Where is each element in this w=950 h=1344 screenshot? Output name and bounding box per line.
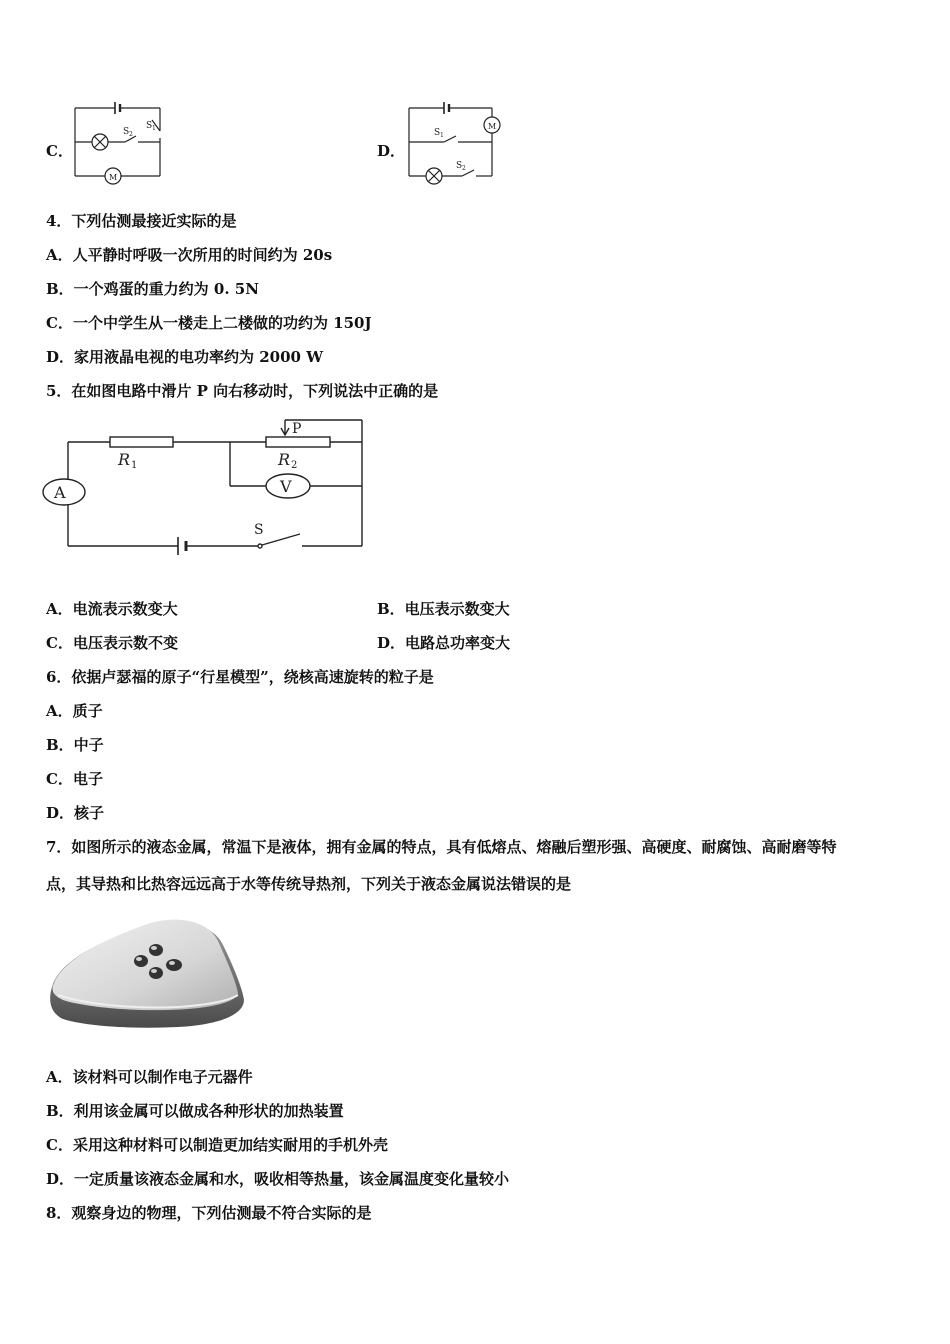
- q3d-s2-sub: 2: [462, 165, 466, 172]
- q5-option-b: B．电压表示数变大: [377, 600, 510, 618]
- q5-option-c: C．电压表示数不变: [46, 634, 178, 652]
- q3c-motor-label: M: [109, 173, 118, 182]
- q6-option-b: B．中子: [46, 736, 104, 754]
- q8-stem: 8．观察身边的物理，下列估测最不符合实际的是: [46, 1204, 372, 1222]
- q6-option-d: D．核子: [46, 804, 105, 822]
- q4-option-d: D．家用液晶电视的电功率约为 2000 W: [46, 348, 324, 366]
- q7-option-b: B．利用该金属可以做成各种形状的加热装置: [46, 1102, 344, 1120]
- q5-option-d: D．电路总功率变大: [377, 634, 511, 652]
- q4-option-a: A．人平静时呼吸一次所用的时间约为 20s: [46, 246, 333, 264]
- q3-circuit-c: [70, 98, 170, 186]
- q7-stem-line1: 7．如图所示的液态金属，常温下是液体，拥有金属的特点，具有低熔点、熔融后塑形强、高硬度、耐腐蚀、高耐磨等特: [46, 838, 837, 856]
- q5-p-label: P: [292, 421, 302, 437]
- q5-voltmeter-label: V: [280, 477, 292, 496]
- q3c-s2-label: S: [123, 127, 130, 137]
- q4-option-c: C．一个中学生从一楼走上二楼做的功约为 150J: [46, 314, 372, 332]
- q7-option-c: C．采用这种材料可以制造更加结实耐用的手机外壳: [46, 1136, 388, 1154]
- q7-option-d: D．一定质量该液态金属和水，吸收相等热量，该金属温度变化量较小: [46, 1170, 510, 1188]
- q5-ammeter-label: A: [54, 483, 66, 502]
- q5-r1-sub: 1: [131, 460, 138, 471]
- q6-option-c: C．电子: [46, 770, 103, 788]
- q4-stem: 4．下列估测最接近实际的是: [46, 212, 237, 230]
- q3c-s2-sub: 2: [129, 131, 133, 138]
- q4-option-b: B．一个鸡蛋的重力约为 0. 5N: [46, 280, 259, 298]
- q3-option-c-label: C．: [46, 142, 73, 160]
- q6-stem: 6．依据卢瑟福的原子“行星模型”，绕核高速旋转的粒子是: [46, 668, 434, 686]
- q3c-s1-label: S: [146, 121, 153, 131]
- q5-r2-sub: 2: [291, 460, 298, 471]
- liquid-metal-photo: [48, 915, 248, 1035]
- q5-switch-label: S: [254, 522, 264, 538]
- q5-circuit-figure: [40, 412, 370, 562]
- q3d-motor-label: M: [488, 122, 497, 131]
- q7-option-a: A．该材料可以制作电子元器件: [46, 1068, 253, 1086]
- q3-option-d-label: D．: [377, 142, 406, 160]
- q3d-s1-label: S: [434, 128, 441, 138]
- q3d-s2-label: S: [456, 161, 463, 171]
- q3-circuit-d: [404, 98, 510, 186]
- q5-option-a: A．电流表示数变大: [46, 600, 178, 618]
- q5-r2-label: R: [278, 450, 291, 469]
- q3c-s1-sub: 1: [152, 125, 156, 132]
- q6-option-a: A．质子: [46, 702, 103, 720]
- q5-stem: 5．在如图电路中滑片 P 向右移动时，下列说法中正确的是: [46, 382, 439, 400]
- q5-r1-label: R: [118, 450, 131, 469]
- q3d-s1-sub: 1: [440, 132, 444, 139]
- q7-stem-line2: 点，其导热和比热容远远高于水等传统导热剂，下列关于液态金属说法错误的是: [46, 875, 572, 893]
